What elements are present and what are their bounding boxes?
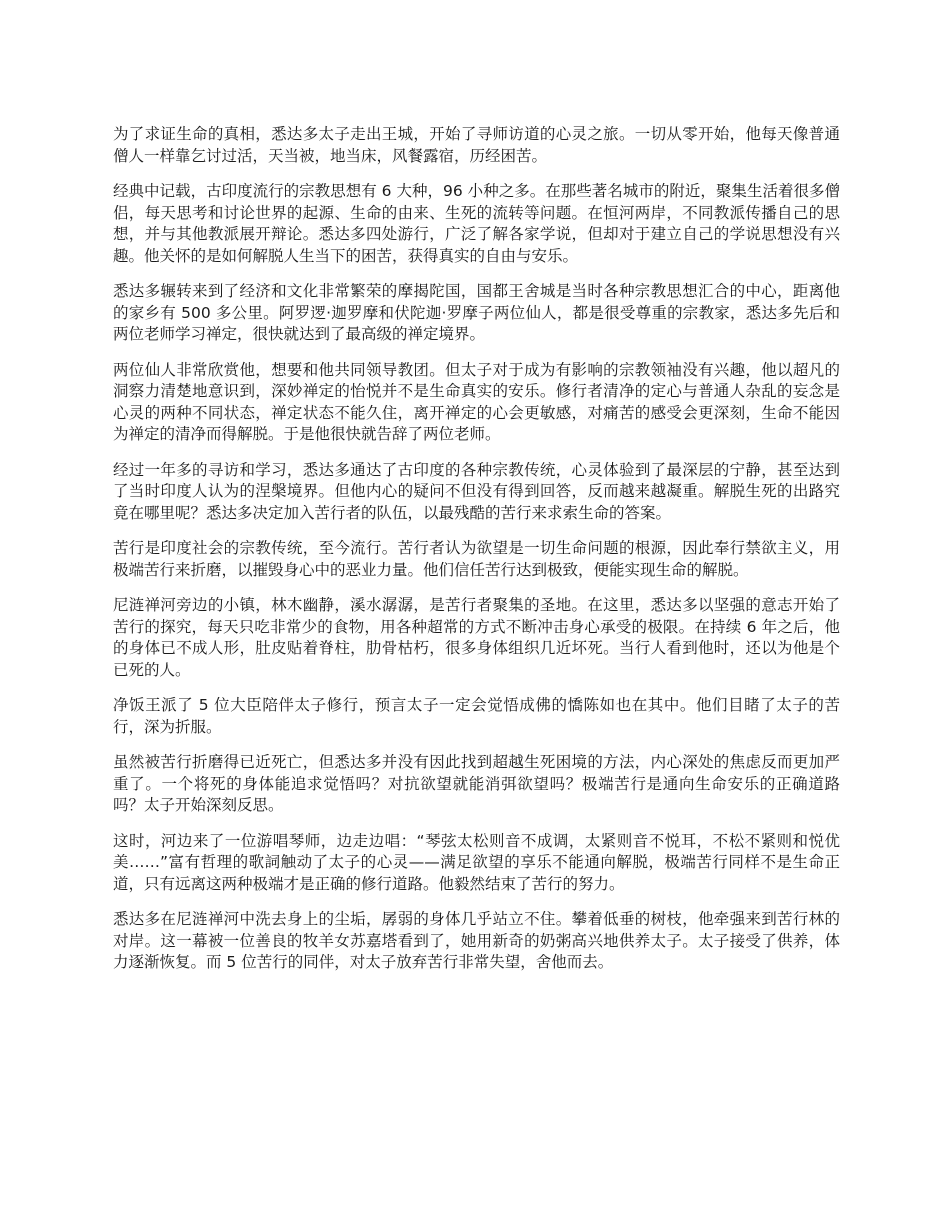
paragraph: 为了求证生命的真相，悉达多太子走出王城，开始了寻师访道的心灵之旅。一切从零开始，他每天像普通僧人一样靠乞讨过活，天当被，地当床，风餐露宿，历经困苦。 (113, 125, 840, 165)
paragraph: 悉达多辗转来到了经济和文化非常繁荣的摩揭陀国，国都王舍城是当时各种宗教思想汇合的中心，距离他的家乡有 500 多公里。阿罗逻·迦罗摩和伏陀迦·罗摩子两位仙人，都是很受尊重的宗教家，悉达多先后和两位老师学习禅定，很快就达到了最高级的禅定境界。 (113, 282, 840, 343)
paragraph: 经典中记载，古印度流行的宗教思想有 6 大种，96 小种之多。在那些著名城市的附近，聚集生活着很多僧侣，每天思考和讨论世界的起源、生命的由来、生死的流转等问题。在恒河两岸，不同教派传播自己的思想，并与其他教派展开辩论。悉达多四处游行，广泛了解各家学说，但却对于建立自己的学说思想没有兴趣。他关怀的是如何解脱人生当下的困苦，获得真实的自由与安乐。 (113, 182, 840, 265)
paragraph: 净饭王派了 5 位大臣陪伴太子修行，预言太子一定会觉悟成佛的憍陈如也在其中。他们目睹了太子的苦行，深为折服。 (113, 696, 840, 736)
paragraph: 苦行是印度社会的宗教传统，至今流行。苦行者认为欲望是一切生命问题的根源，因此奉行禁欲主义，用极端苦行来折磨，以摧毁身心中的恶业力量。他们信任苦行达到极致，便能实现生命的解脱。 (113, 539, 840, 579)
paragraph: 这时，河边来了一位游唱琴师，边走边唱：“琴弦太松则音不成调，太紧则音不悦耳，不松不紧则和悦优美……”富有哲理的歌詞触动了太子的心灵——满足欲望的享乐不能通向解脱，极端苦行同样不是生命正道，只有远离这两种极端才是正确的修行道路。他毅然结束了苦行的努力。 (113, 831, 840, 893)
paragraph: 悉达多在尼涟禅河中洗去身上的尘垢，孱弱的身体几乎站立不住。攀着低垂的树枝，他牵强来到苦行林的对岸。这一幕被一位善良的牧羊女苏嘉塔看到了，她用新奇的奶粥高兴地供养太子。太子接受了供养，体力逐渐恢复。而 5 位苦行的同伴，对太子放弃苦行非常失望，舍他而去。 (113, 910, 840, 971)
paragraph: 两位仙人非常欣赏他，想要和他共同领导教团。但太子对于成为有影响的宗教领袖没有兴趣，他以超凡的洞察力清楚地意识到，深妙禅定的怡悦并不是生命真实的安乐。修行者清净的定心与普通人杂乱的妄念是心灵的两种不同状态，禅定状态不能久住，离开禅定的心会更敏感，对痛苦的感受会更深刻，生命不能因为禅定的清净而得解脱。于是他很快就告辞了两位老师。 (113, 360, 840, 443)
paragraph: 虽然被苦行折磨得已近死亡，但悉达多并没有因此找到超越生死困境的方法，内心深处的焦虑反而更加严重了。一个将死的身体能追求觉悟吗？对抗欲望就能消弭欲望吗？极端苦行是通向生命安乐的正确道路吗？太子开始深刻反思。 (113, 753, 840, 814)
paragraph: 尼涟禅河旁边的小镇，林木幽静，溪水潺潺，是苦行者聚集的圣地。在这里，悉达多以坚强的意志开始了苦行的探究，每天只吃非常少的食物，用各种超常的方式不断冲击身心承受的极限。在持续 6 年之后，他的身体已不成人形，肚皮贴着脊柱，肋骨枯朽，很多身体组织几近坏死。当行人看到他时，还以为他是个已死的人。 (113, 596, 840, 679)
paragraph: 经过一年多的寻访和学习，悉达多通达了古印度的各种宗教传统，心灵体验到了最深层的宁静，甚至达到了当时印度人认为的涅槃境界。但他内心的疑问不但没有得到回答，反而越来越凝重。解脱生死的出路究竟在哪里呢？悉达多决定加入苦行者的队伍，以最残酷的苦行来求索生命的答案。 (113, 460, 840, 522)
document-body (113, 124, 840, 988)
